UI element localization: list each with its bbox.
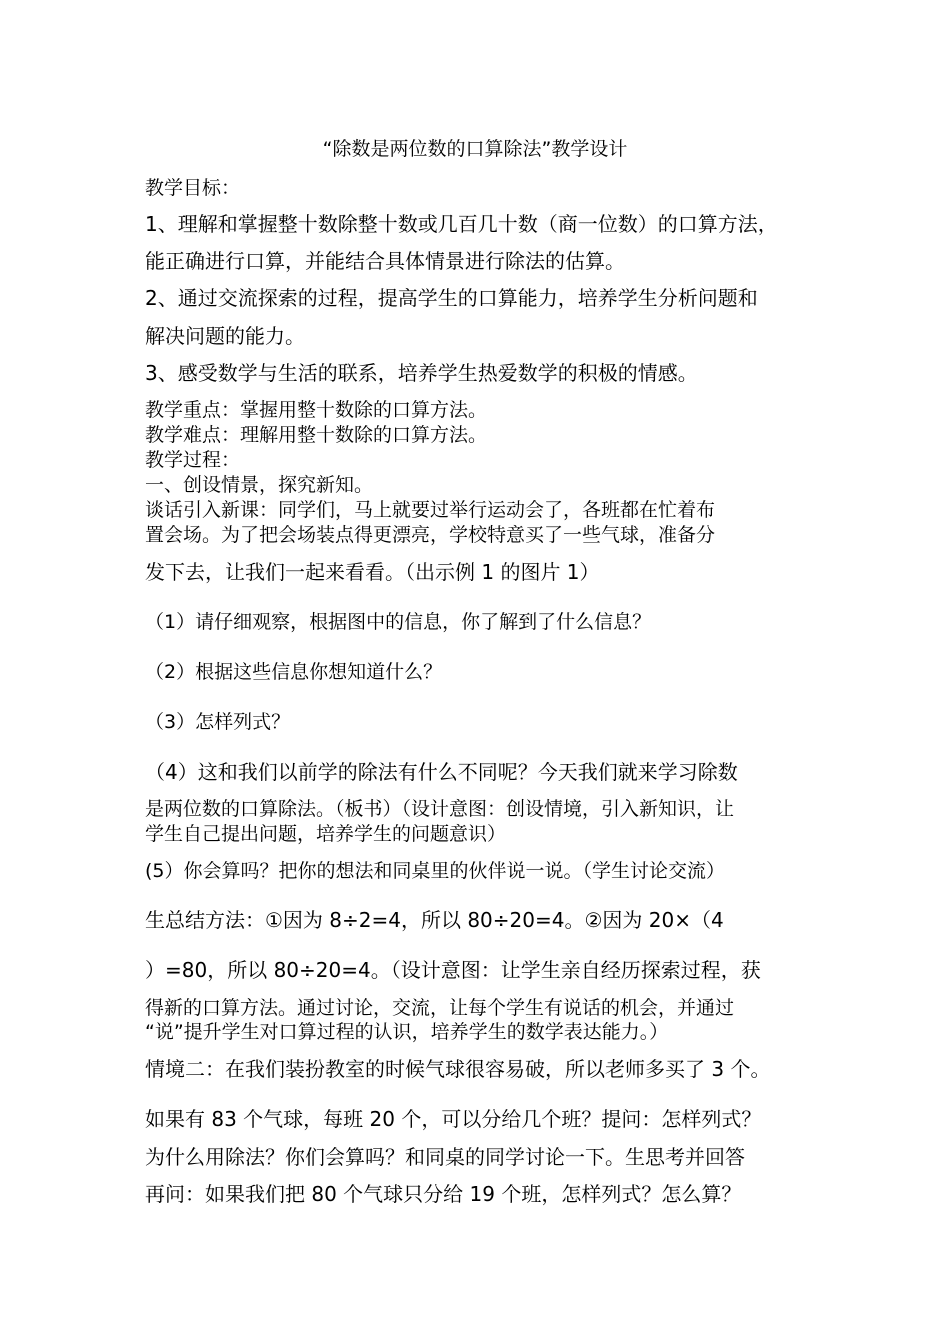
question-4-line-1: （4）这和我们以前学的除法有什么不同呢？今天我们就来学习除数 (145, 760, 738, 784)
section-1-heading: 一、创设情景，探究新知。 (145, 474, 374, 496)
scenario-2-line-2: 如果有 83 个气球，每班 20 个，可以分给几个班？提问：怎样列式？ (145, 1107, 762, 1131)
objective-3: 3、感受数学与生活的联系，培养学生热爱数学的积极的情感。 (145, 361, 698, 385)
summary-line-1: 生总结方法：①因为 8÷2=4，所以 80÷20=4。②因为 20×（4 (145, 908, 724, 932)
question-5: (5）你会算吗？把你的想法和同桌里的伙伴说一说。（学生讨论交流） (145, 860, 726, 882)
summary-line-3: 得新的口算方法。通过讨论，交流，让每个学生有说话的机会，并通过 (145, 997, 735, 1019)
question-4-line-3: 学生自己提出问题，培养学生的问题意识） (145, 823, 507, 845)
scenario-2-line-3: 为什么用除法？你们会算吗？和同桌的同学讨论一下。生思考并回答 (145, 1145, 745, 1169)
intro-line-1: 谈话引入新课：同学们，马上就要过举行运动会了，各班都在忙着布 (145, 499, 716, 521)
key-point: 教学重点：掌握用整十数除的口算方法。 (145, 399, 488, 421)
scenario-2-line-4: 再问：如果我们把 80 个气球只分给 19 个班，怎样列式？怎么算？ (145, 1182, 742, 1206)
objective-1-line-2: 能正确进行口算，并能结合具体情景进行除法的估算。 (145, 249, 625, 273)
intro-line-2: 置会场。为了把会场装点得更漂亮，学校特意买了一些气球，准备分 (145, 524, 716, 546)
question-1: （1）请仔细观察，根据图中的信息，你了解到了什么信息？ (145, 611, 652, 633)
question-2: （2）根据这些信息你想知道什么？ (145, 661, 443, 683)
document-title: “除数是两位数的口算除法”教学设计 (322, 138, 628, 160)
summary-line-2: ）=80，所以 80÷20=4。（设计意图：让学生亲自经历探索过程，获 (145, 958, 761, 982)
scenario-2-line-1: 情境二：在我们装扮教室的时候气球很容易破，所以老师多买了 3 个。 (145, 1057, 771, 1081)
question-4-line-2: 是两位数的口算除法。（板书）（设计意图：创设情境，引入新知识，让 (145, 798, 735, 820)
objective-1-line-1: 1、理解和掌握整十数除整十数或几百几十数（商一位数）的口算方法， (145, 212, 778, 236)
difficult-point: 教学难点：理解用整十数除的口算方法。 (145, 424, 488, 446)
question-3: （3）怎样列式？ (145, 711, 291, 733)
process-heading: 教学过程： (145, 449, 241, 471)
intro-line-3: 发下去，让我们一起来看看。（出示例 1 的图片 1） (145, 560, 600, 584)
objective-2-line-1: 2、通过交流探索的过程，提高学生的口算能力，培养学生分析问题和 (145, 286, 758, 310)
summary-line-4: “说”提升学生对口算过程的认识，培养学生的数学表达能力。） (145, 1021, 669, 1043)
objectives-heading: 教学目标： (145, 177, 241, 199)
objective-2-line-2: 解决问题的能力。 (145, 324, 305, 348)
